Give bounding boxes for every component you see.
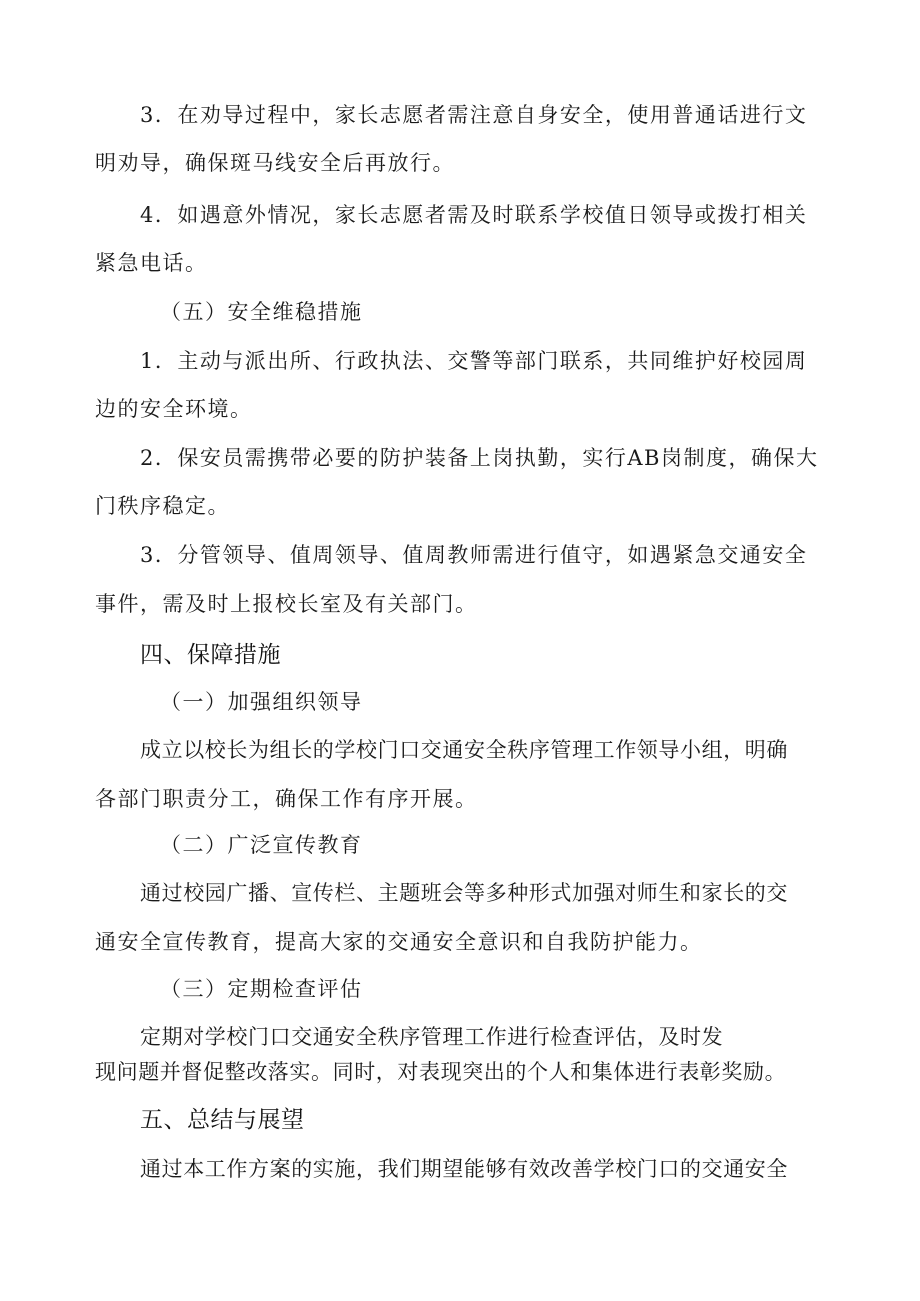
paragraph-line: 3．在劝导过程中，家长志愿者需注意自身安全，使用普通话进行文 — [140, 103, 808, 127]
section-heading: 四、保障措施 — [140, 642, 281, 668]
subsection-title: （三）定期检查评估 — [160, 977, 363, 1001]
paragraph-line: 通过本工作方案的实施，我们期望能够有效改善学校门口的交通安全 — [140, 1157, 788, 1181]
paragraph-line: 紧急电话。 — [95, 251, 208, 275]
paragraph-line: 3．分管领导、值周领导、值周教师需进行值守，如遇紧急交通安全 — [140, 543, 808, 567]
section-heading: 五、总结与展望 — [140, 1107, 305, 1133]
paragraph-line: 1．主动与派出所、行政执法、交警等部门联系，共同维护好校园周 — [140, 349, 808, 373]
paragraph-line: 各部门职责分工，确保工作有序开展。 — [95, 787, 478, 811]
paragraph-line: 4．如遇意外情况，家长志愿者需及时联系学校值日领导或拨打相关 — [140, 203, 808, 227]
subsection-title: （一）加强组织领导 — [160, 690, 363, 714]
paragraph-line: 门秩序稳定。 — [95, 494, 230, 518]
paragraph-line: 2．保安员需携带必要的防护装备上岗执勤，实行AB岗制度，确保大 — [140, 446, 819, 470]
paragraph-line: 定期对学校门口交通安全秩序管理工作进行检查评估，及时发 — [140, 1025, 724, 1049]
paragraph-line: 通安全宣传教育，提高大家的交通安全意识和自我防护能力。 — [95, 930, 703, 954]
paragraph-line: 明劝导，确保斑马线安全后再放行。 — [95, 151, 455, 175]
subsection-title: （二）广泛宣传教育 — [160, 833, 363, 857]
paragraph-line: 通过校园广播、宣传栏、主题班会等多种形式加强对师生和家长的交 — [140, 881, 788, 905]
paragraph-line: 现问题并督促整改落实。同时，对表现突出的个人和集体进行表彰奖励。 — [95, 1060, 787, 1084]
paragraph-line: 事件，需及时上报校长室及有关部门。 — [95, 592, 478, 616]
paragraph-line: 边的安全环境。 — [95, 397, 253, 421]
paragraph-line: 成立以校长为组长的学校门口交通安全秩序管理工作领导小组，明确 — [140, 738, 788, 762]
subsection-title: （五）安全维稳措施 — [160, 300, 363, 324]
